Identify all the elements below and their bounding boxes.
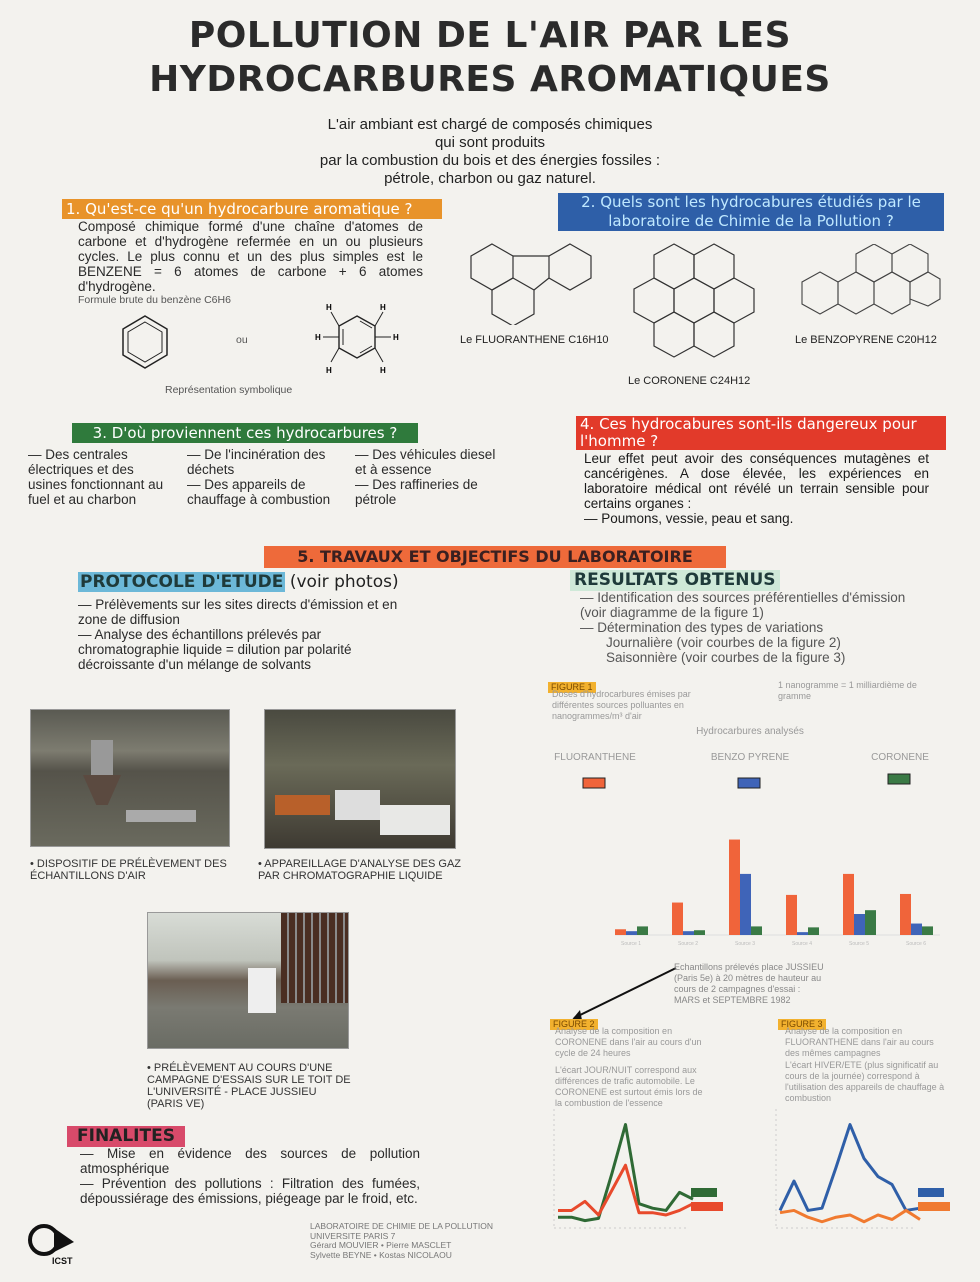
finalites-title: FINALITES xyxy=(67,1126,185,1147)
category-tick: Source 4 xyxy=(791,941,813,947)
figure-1-bar-chart xyxy=(540,720,960,950)
figure-tag-label: FIGURE 3 xyxy=(778,1019,826,1030)
symbolic-representation-label: Représentation symbolique xyxy=(165,384,293,396)
category-tick: Source 6 xyxy=(905,941,927,947)
protocol-list xyxy=(78,597,418,672)
category-tick: Source 3 xyxy=(734,941,756,947)
figure-3-line-chart xyxy=(770,1105,960,1240)
bar xyxy=(683,931,694,935)
benzene-ring-icon xyxy=(115,312,175,372)
or-label: ou xyxy=(236,334,248,346)
legend-swatch xyxy=(691,1188,717,1197)
bar xyxy=(615,929,626,935)
legend-swatch xyxy=(888,774,910,784)
section-2-header-line: laboratoire de Chimie de la Pollution ? xyxy=(608,212,894,230)
sources-column-2 xyxy=(187,447,337,507)
photo-3-caption: • PRÉLÈVEMENT AU COURS D'UNE CAMPAGNE D'ESSAIS SUR LE TOIT DE L'UNIVERSITÉ - PLACE JUSSIEU (PARIS VE) xyxy=(147,1062,351,1110)
intro-line: qui sont produits xyxy=(434,134,546,151)
bar xyxy=(786,895,797,935)
footer-line: UNIVERSITE PARIS 7 xyxy=(310,1230,396,1241)
bar xyxy=(865,910,876,935)
results-title: RESULTATS OBTENUS xyxy=(570,570,780,591)
fluoranthene-molecule-icon xyxy=(465,240,595,325)
bar xyxy=(843,874,854,935)
figure-2-caption: Analyse de la composition en CORONENE dans l'air au cours d'un cycle de 24 heures xyxy=(555,1026,702,1058)
footer-line: LABORATOIRE DE CHIMIE DE LA POLLUTION xyxy=(310,1221,493,1231)
figure-2-line-chart xyxy=(548,1105,733,1240)
bar xyxy=(854,914,865,935)
benzene-structural-formula-icon xyxy=(305,298,410,380)
bar xyxy=(797,932,808,935)
category-tick: Source 5 xyxy=(848,941,870,947)
source-item: — Des raffineries de pétrole xyxy=(355,477,478,507)
figure-3-caption: Analyse de la composition en FLUORANTHENE dans l'air au cours des mêmes campagnes xyxy=(785,1026,934,1058)
sources-column-3 xyxy=(355,447,505,507)
legend-swatch xyxy=(738,778,760,788)
footer-credits xyxy=(310,1222,493,1260)
figure-3-note: L'écart HIVER/ETE (plus significatif au cours de la journée) correspond à l'utilisation des appareils de chauffage à combustion xyxy=(785,1060,945,1103)
photo-1-caption: • DISPOSITIF DE PRÉLÈVEMENT DES ÉCHANTILLONS D'AIR xyxy=(30,858,227,882)
svg-text:H: H xyxy=(326,303,332,312)
benzopyrene-label: Le BENZOPYRENE C20H12 xyxy=(795,334,937,346)
bar xyxy=(808,927,819,935)
results-list xyxy=(580,590,920,665)
bar xyxy=(729,840,740,935)
bar xyxy=(751,926,762,935)
svg-text:H: H xyxy=(393,333,399,342)
footer-line: Gérard MOUVIER • Pierre MASCLET xyxy=(310,1240,452,1250)
logo-text: ICST xyxy=(52,1256,73,1266)
section-2-header xyxy=(558,193,944,231)
svg-text:H: H xyxy=(380,366,386,375)
figure-2-note: L'écart JOUR/NUIT correspond aux différences de trafic automobile. Le CORONENE est surtout émis lors de la combustion de l'essence xyxy=(555,1065,703,1108)
organs-list: — Poumons, vessie, peau et sang. xyxy=(584,511,794,526)
icst-logo-icon xyxy=(26,1218,76,1268)
protocol-title xyxy=(78,572,399,593)
bar xyxy=(740,874,751,935)
protocol-title-highlight: PROTOCOLE D'ETUDE xyxy=(80,572,284,592)
section-4-header-line: 4. Ces hydrocabures sont-ils dangereux pour xyxy=(580,415,917,433)
legend-swatch xyxy=(918,1202,950,1211)
chromatography-equipment-photo xyxy=(264,709,456,849)
coronene-molecule-icon xyxy=(630,240,760,370)
section-5-header: 5. TRAVAUX ET OBJECTIFS DU LABORATOIRE xyxy=(264,546,726,568)
footer-line: Sylvette BEYNE • Kostas NICOLAOU xyxy=(310,1249,452,1260)
results-subitem: Journalière (voir courbes de la figure 2) xyxy=(606,635,841,650)
figure-tag-label: FIGURE 1 xyxy=(548,682,596,693)
legend-label: BENZO PYRENE xyxy=(710,752,790,763)
benzene-formula-label: Formule brute du benzène C6H6 xyxy=(78,294,231,306)
section-4-header xyxy=(576,416,946,450)
poster-title xyxy=(0,14,980,102)
legend-swatch xyxy=(583,778,605,788)
sampling-annotation: Echantillons prélevés place JUSSIEU (Paris 5e) à 20 mètres de hauteur au cours de 2 campagnes d'essai : MARS et SEPTEMBRE 1982 xyxy=(674,962,824,1005)
figure-tag-label: FIGURE 2 xyxy=(550,1019,598,1030)
svg-text:H: H xyxy=(326,366,332,375)
results-item: — Identification des sources préférentielles d'émission (voir diagramme de la figure 1) xyxy=(580,590,906,620)
section-4-body xyxy=(584,451,929,526)
legend-label: CORONENE xyxy=(871,752,929,763)
finalites-item: — Mise en évidence des sources de pollution atmosphérique xyxy=(80,1146,420,1176)
bar xyxy=(672,903,683,935)
photo-2-caption: • APPAREILLAGE D'ANALYSE DES GAZ PAR CHROMATOGRAPHIE LIQUIDE xyxy=(258,858,462,882)
coronene-label: Le CORONENE C24H12 xyxy=(628,375,751,387)
title-line-2: HYDROCARBURES AROMATIQUES xyxy=(149,59,831,100)
fluoranthene-label: Le FLUORANTHENE C16H10 xyxy=(460,334,609,346)
category-tick: Source 1 xyxy=(620,941,642,947)
bar xyxy=(922,926,933,935)
bar xyxy=(637,926,648,935)
section-2-header-line: 2. Quels sont les hydrocabures étudiés par le xyxy=(581,193,921,211)
source-item: — Des appareils de chauffage à combustion xyxy=(187,477,331,507)
section-3-header: 3. D'où proviennent ces hydrocarbures ? xyxy=(72,423,418,443)
rooftop-sampling-photo xyxy=(147,912,349,1049)
series-line xyxy=(780,1210,920,1221)
figure-1-note: 1 nanogramme = 1 milliardième de gramme xyxy=(778,680,917,701)
chart-title: Hydrocarbures analysés xyxy=(696,726,804,737)
series-line xyxy=(780,1125,920,1211)
intro-line: par la combustion du bois et des énergies fossiles : xyxy=(319,152,661,169)
title-line-1: POLLUTION DE L'AIR PAR LES xyxy=(188,15,792,56)
source-item: — De l'incinération des déchets xyxy=(187,447,326,477)
legend-label: FLUORANTHENE xyxy=(554,752,636,763)
section-1-body: Composé chimique formé d'une chaîne d'atomes de carbone et d'hydrogène refermée en un ou plusieurs cycles. Le plus connu et un des plus simples est le BENZENE = 6 atomes de carbone + 6 atomes d'hydrogène. xyxy=(78,219,423,294)
danger-text: Leur effet peut avoir des conséquences mutagènes et cancérigènes. A dose élevée, les expériences en laboratoire médical ont révélé un terrain sensible pour certains organes : xyxy=(584,451,929,511)
intro-line: L'air ambiant est chargé de composés chimiques xyxy=(327,116,653,133)
air-sampler-photo xyxy=(30,709,230,847)
figure-1-caption: Doses d'hydrocarbures émises par différentes sources polluantes en nanogrammes/m³ d'air xyxy=(552,689,691,721)
intro-text xyxy=(230,116,750,188)
finalites-list xyxy=(80,1146,420,1206)
protocol-item: — Analyse des échantillons prélevés par chromatographie liquide = dilution par polarité décroissante d'un mélange de solvants xyxy=(78,627,352,672)
section-4-header-line: l'homme ? xyxy=(580,432,659,450)
intro-line: pétrole, charbon ou gaz naturel. xyxy=(384,170,596,187)
bar xyxy=(900,894,911,935)
bar xyxy=(626,931,637,935)
results-subitem: Saisonnière (voir courbes de la figure 3) xyxy=(606,650,846,665)
svg-text:H: H xyxy=(315,333,321,342)
legend-swatch xyxy=(918,1188,944,1197)
svg-text:H: H xyxy=(380,303,386,312)
source-item: — Des véhicules diesel et à essence xyxy=(355,447,496,477)
category-tick: Source 2 xyxy=(677,941,699,947)
bar xyxy=(694,930,705,935)
finalites-item: — Prévention des pollutions : Filtration des fumées, dépoussiérage des émissions, piégeage par le froid, etc. xyxy=(80,1176,420,1206)
protocol-title-suffix: (voir photos) xyxy=(289,572,399,592)
protocol-item: — Prélèvements sur les sites directs d'émission et en zone de diffusion xyxy=(78,597,398,627)
benzopyrene-molecule-icon xyxy=(800,244,945,324)
section-1-header: 1. Qu'est-ce qu'un hydrocarbure aromatique ? xyxy=(62,199,442,219)
series-line xyxy=(558,1165,693,1215)
sources-column-1: — Des centrales électriques et des usines fonctionnant au fuel et au charbon xyxy=(28,447,164,507)
legend-swatch xyxy=(691,1202,723,1211)
results-item: — Détermination des types de variations xyxy=(580,620,824,635)
bar xyxy=(911,924,922,935)
